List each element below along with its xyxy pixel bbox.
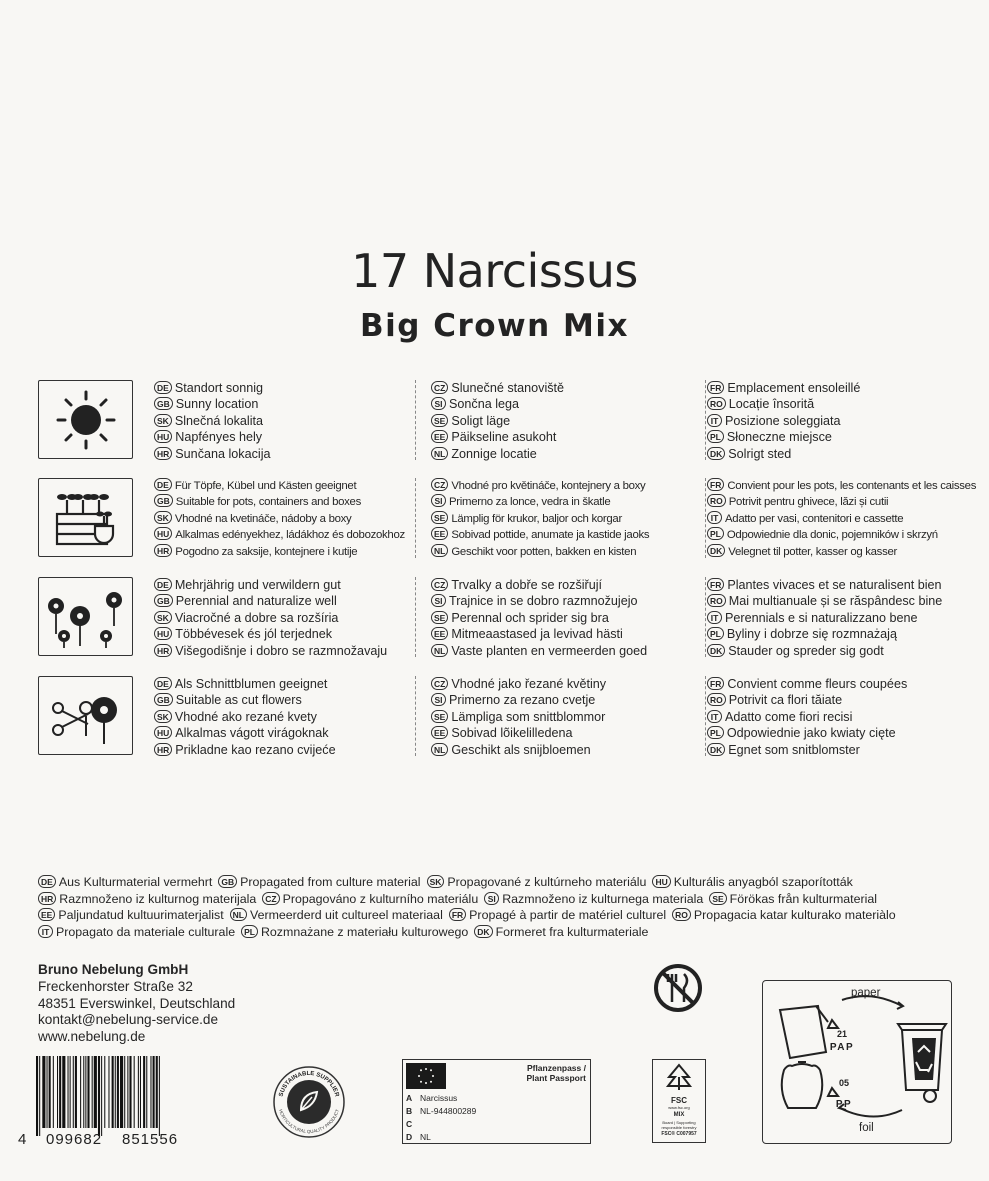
info-text: Odpowiednie jako kwiaty cięte: [726, 726, 896, 741]
language-code-badge: NL: [431, 544, 448, 557]
lang-column-2: [415, 676, 606, 756]
info-line: [431, 610, 647, 626]
info-line: [431, 478, 649, 494]
language-code-badge: DK: [707, 644, 725, 657]
info-text: Mai multianuale și se răspândesc bine: [728, 594, 943, 609]
language-code-badge: HR: [38, 892, 56, 905]
info-text: Vaste planten en vermeerden goed: [451, 643, 648, 658]
language-code-badge: FR: [707, 478, 724, 491]
foil-label: foil: [859, 1122, 874, 1134]
culture-item: [38, 925, 235, 939]
culture-item: [449, 908, 666, 922]
website: www.nebelung.de: [38, 1029, 146, 1045]
info-line: [707, 413, 860, 429]
language-code-badge: HU: [652, 875, 670, 888]
info-line: [431, 742, 606, 758]
seal-top-text: SUSTAINABLE SUPPLIER: [278, 1070, 340, 1098]
info-text: Soligt läge: [451, 413, 511, 428]
info-line: [431, 626, 647, 642]
info-line: [154, 429, 271, 445]
info-line: [431, 511, 649, 527]
info-text: Sončna lega: [449, 397, 520, 412]
language-code-badge: GB: [154, 397, 173, 410]
culture-text: Razmnoženo iz kulturnog materijala: [59, 891, 257, 906]
language-code-badge: IT: [707, 511, 722, 524]
info-row-cut-flowers: [38, 676, 978, 758]
lang-column-3: [705, 380, 860, 460]
no-food-icon: [652, 962, 704, 1014]
language-code-badge: SK: [154, 710, 172, 723]
info-line: [431, 413, 564, 429]
culture-text: Propagované z kultúrneho materiálu: [447, 875, 647, 889]
culture-text: Paljundatud kultuurimaterjalist: [58, 908, 224, 922]
info-line: [707, 692, 907, 708]
language-code-badge: IT: [707, 414, 722, 427]
language-code-badge: HU: [154, 430, 172, 443]
info-text: Perennials e si naturalizzano bene: [725, 610, 918, 625]
language-code-badge: DE: [154, 578, 172, 591]
info-text: Locație însorită: [728, 397, 815, 412]
culture-item: [38, 908, 224, 922]
info-text: Sobivad lõikelilledena: [451, 726, 573, 741]
info-line: [431, 429, 564, 445]
info-text: Egnet som snitblomster: [728, 742, 860, 757]
language-code-badge: FR: [707, 578, 724, 591]
paper-label: paper: [851, 987, 881, 999]
info-line: [154, 527, 405, 543]
info-text: Potrivit pentru ghivece, lăzi și cutii: [728, 496, 889, 509]
culture-item: [38, 892, 256, 906]
fsc-site: www.fsc.org: [668, 1105, 690, 1110]
info-line: [707, 511, 976, 527]
culture-text: Formeret fra kulturmateriale: [495, 924, 649, 939]
info-line: [707, 593, 942, 609]
language-code-badge: SK: [427, 875, 445, 888]
info-line: [707, 478, 976, 494]
lang-column-2: [415, 478, 649, 558]
culture-material-statement: [38, 874, 978, 940]
fsc-mix: MIX: [673, 1112, 685, 1118]
info-line: [707, 610, 942, 626]
language-code-badge: RO: [707, 397, 726, 410]
passport-row: A Narcissus: [406, 1093, 458, 1103]
lang-column-1: [154, 478, 405, 560]
info-text: Trajnice in se dobro razmnožujejo: [449, 594, 638, 609]
language-code-badge: EE: [431, 627, 448, 640]
info-text: Standort sonnig: [174, 381, 264, 395]
info-line: [431, 446, 564, 462]
info-line: [707, 709, 907, 725]
language-code-badge: IT: [707, 611, 722, 624]
info-text: Convient comme fleurs coupées: [727, 677, 908, 691]
culture-text: Propagé à partir de matériel culturel: [469, 908, 667, 922]
language-code-badge: EE: [431, 726, 448, 739]
recycling-info: [762, 980, 952, 1144]
info-text: Zonnige locatie: [451, 446, 537, 461]
info-line: [154, 380, 271, 396]
info-line: [431, 709, 606, 725]
language-code-badge: CZ: [262, 892, 279, 905]
lang-column-1: [154, 676, 336, 758]
info-row-planter: [38, 478, 978, 560]
info-text: Sunčana lokacija: [175, 446, 271, 461]
culture-item: [427, 875, 647, 889]
culture-text: Förökas från kulturmaterial: [729, 891, 878, 906]
fsc-desc: Board | Supporting: [662, 1120, 696, 1125]
info-text: Alkalmas edényekhez, ládákhoz és dobozokhoz: [175, 529, 405, 542]
language-code-badge: SE: [431, 710, 448, 723]
info-line: [431, 527, 649, 543]
language-code-badge: SE: [431, 414, 448, 427]
plant-passport: [402, 1059, 591, 1144]
language-code-badge: PL: [707, 527, 724, 540]
perennial-flowers-icon: [38, 577, 133, 656]
info-line: [154, 643, 387, 659]
info-line: [154, 577, 387, 593]
info-line: [707, 494, 976, 510]
culture-text: Propagováno z kulturního materiálu: [282, 891, 479, 906]
language-code-badge: SK: [154, 511, 172, 524]
info-line: [707, 396, 860, 412]
language-code-badge: CZ: [431, 677, 448, 690]
pap-number: 21: [836, 1029, 848, 1039]
lang-column-2: [415, 380, 564, 460]
passport-row: B NL-944800289: [406, 1106, 477, 1116]
language-code-badge: DE: [154, 478, 172, 491]
company-name: Bruno Nebelung GmbH: [38, 962, 189, 977]
info-text: Convient pour les pots, les contenants et les caisses: [727, 480, 977, 492]
info-text: Suitable for pots, containers and boxes: [175, 496, 361, 509]
info-line: [707, 544, 976, 560]
culture-line: [38, 924, 978, 941]
info-text: Többévesek és jól terjednek: [175, 627, 333, 642]
info-line: [707, 676, 907, 692]
language-code-badge: PL: [707, 726, 724, 739]
info-line: [707, 429, 860, 445]
lang-column-2: [415, 577, 647, 657]
lang-column-1: [154, 380, 271, 462]
info-text: Päikseline asukoht: [451, 430, 557, 445]
lang-column-1: [154, 577, 387, 659]
info-line: [707, 446, 860, 462]
info-text: Višegodišnje i dobro se razmnožavaju: [175, 643, 388, 658]
info-line: [154, 626, 387, 642]
language-code-badge: DE: [154, 677, 172, 690]
language-code-badge: SI: [431, 397, 446, 410]
language-code-badge: SE: [431, 511, 448, 524]
product-title: 17 Narcissus: [351, 244, 638, 298]
language-code-badge: HR: [154, 743, 172, 756]
culture-text: Razmnoženo iz kulturnega materiala: [502, 891, 704, 906]
fsc-name: FSC: [671, 1096, 687, 1105]
info-text: Lämpliga som snittblommor: [451, 709, 606, 724]
language-code-badge: PL: [707, 627, 724, 640]
info-line: [154, 478, 405, 494]
language-code-badge: HR: [154, 447, 172, 460]
info-line: [431, 494, 649, 510]
info-text: Velegnet til potter, kasser og kasser: [728, 545, 898, 558]
culture-item: [484, 892, 703, 906]
info-text: Trvalky a dobře se rozšiřují: [451, 578, 603, 592]
language-code-badge: FR: [449, 908, 466, 921]
info-row-sun: [38, 380, 978, 462]
info-text: Adatto per vasi, contenitori e cassette: [725, 512, 904, 525]
info-text: Słoneczne miejsce: [726, 430, 832, 445]
language-code-badge: SE: [709, 892, 726, 905]
language-code-badge: HR: [154, 644, 172, 657]
barcode-digits-left: 099682: [46, 1131, 103, 1148]
info-text: Perennal och sprider sig bra: [451, 610, 609, 625]
language-code-badge: PL: [241, 925, 258, 938]
fsc-desc: responsible forestry: [661, 1125, 697, 1130]
info-line: [154, 610, 387, 626]
lang-column-3: [705, 577, 942, 657]
info-text: Perennial and naturalize well: [175, 594, 337, 609]
language-code-badge: RO: [707, 494, 726, 507]
language-code-badge: NL: [431, 447, 448, 460]
info-text: Vhodné pro květináče, kontejnery a boxy: [451, 480, 646, 492]
info-line: [154, 544, 405, 560]
sustainable-supplier-seal: [272, 1065, 346, 1139]
language-code-badge: SE: [431, 611, 448, 624]
info-line: [431, 692, 606, 708]
info-line: [707, 725, 907, 741]
info-text: Adatto come fiori recisi: [725, 709, 853, 724]
language-code-badge: SI: [484, 892, 499, 905]
language-code-badge: GB: [154, 494, 173, 507]
recycling-graphic: [762, 980, 952, 1144]
culture-item: [652, 875, 852, 889]
info-text: Suitable as cut flowers: [175, 693, 302, 708]
planter-box-icon: [38, 478, 133, 557]
email: kontakt@nebelung-service.de: [38, 1012, 219, 1028]
language-code-badge: GB: [218, 875, 237, 888]
language-code-badge: CZ: [431, 478, 448, 491]
info-text: Alkalmas vágott virágoknak: [175, 726, 329, 741]
language-code-badge: GB: [154, 693, 173, 706]
passport-row: D NL: [406, 1132, 431, 1142]
fsc-code: FSC® C007957: [661, 1131, 697, 1137]
language-code-badge: HU: [154, 627, 172, 640]
language-code-badge: RO: [707, 693, 726, 706]
info-line: [431, 577, 647, 593]
info-text: Sunny location: [175, 397, 259, 412]
language-code-badge: NL: [431, 644, 448, 657]
info-line: [154, 742, 336, 758]
culture-text: Aus Kulturmaterial vermehrt: [58, 875, 213, 889]
info-line: [707, 742, 907, 758]
info-text: Slnečná lokalita: [174, 413, 264, 428]
info-text: Napfényes hely: [175, 430, 263, 445]
passport-title: Pflanzenpass / Plant Passport: [526, 1063, 586, 1083]
barcode-digit-first: 4: [18, 1131, 27, 1148]
language-code-badge: RO: [672, 908, 691, 921]
info-text: Plantes vivaces et se naturalisent bien: [727, 578, 942, 592]
info-row-perennial: [38, 577, 978, 659]
culture-item: [262, 892, 478, 906]
info-line: [154, 413, 271, 429]
info-line: [431, 396, 564, 412]
language-code-badge: DK: [707, 544, 725, 557]
info-text: Pogodno za saksije, kontejnere i kutije: [175, 545, 358, 558]
info-text: Lämplig för krukor, baljor och korgar: [451, 512, 622, 525]
sun-icon: [38, 380, 133, 459]
info-line: [154, 511, 405, 527]
culture-item: [672, 908, 896, 922]
language-code-badge: SI: [431, 693, 446, 706]
info-text: Potrivit ca flori tăiate: [728, 693, 843, 708]
culture-line: [38, 874, 978, 891]
language-code-badge: SI: [431, 494, 446, 507]
street: Freckenhorster Straße 32: [38, 978, 193, 994]
culture-text: Propagated from culture material: [240, 875, 421, 889]
language-code-badge: SI: [431, 594, 446, 607]
city: 48351 Everswinkel, Deutschland: [38, 995, 236, 1011]
language-code-badge: DK: [707, 447, 725, 460]
info-text: Mehrjährig und verwildern gut: [174, 578, 341, 592]
info-text: Slunečné stanoviště: [451, 381, 565, 395]
info-line: [154, 725, 336, 741]
culture-item: [709, 892, 877, 906]
info-line: [154, 593, 387, 609]
language-code-badge: NL: [230, 908, 247, 921]
pap-code: PAP: [829, 1042, 855, 1053]
info-text: Als Schnittblumen geeignet: [174, 677, 328, 691]
language-code-badge: HR: [154, 544, 172, 557]
info-line: [431, 544, 649, 560]
language-code-badge: GB: [154, 594, 173, 607]
culture-item: [474, 925, 648, 939]
info-text: Geschikt voor potten, bakken en kisten: [451, 545, 637, 558]
info-line: [431, 725, 606, 741]
culture-text: Kulturális anyagból szaporították: [673, 875, 853, 889]
product-subtitle: Big Crown Mix: [359, 308, 630, 344]
culture-text: Rozmnażane z materiału kulturowego: [260, 924, 469, 939]
language-code-badge: DE: [154, 381, 172, 394]
language-code-badge: IT: [707, 710, 722, 723]
eu-flag-icon: [406, 1063, 446, 1089]
culture-line: [38, 907, 978, 924]
info-text: Primerno za lonce, vedra in škatle: [449, 496, 611, 509]
culture-text: Vermeerderd uit cultureel materiaal: [249, 908, 443, 922]
info-text: Solrigt sted: [728, 446, 792, 461]
language-code-badge: CZ: [431, 381, 448, 394]
info-line: [707, 527, 976, 543]
culture-item: [241, 925, 468, 939]
info-line: [707, 643, 942, 659]
info-text: Prikladne kao rezano cvijeće: [175, 742, 336, 757]
lang-column-3: [705, 478, 976, 558]
culture-text: Propagacia katar kulturako materiàlo: [693, 908, 896, 922]
info-line: [431, 676, 606, 692]
language-code-badge: FR: [707, 381, 724, 394]
info-line: [431, 380, 564, 396]
info-line: [154, 396, 271, 412]
culture-item: [218, 875, 420, 889]
info-text: Emplacement ensoleillé: [727, 381, 861, 395]
barcode-digits-right: 851556: [122, 1131, 179, 1148]
info-line: [154, 676, 336, 692]
language-code-badge: EE: [431, 430, 448, 443]
info-line: [154, 494, 405, 510]
culture-line: [38, 891, 978, 908]
fsc-tree-icon: [664, 1063, 694, 1091]
language-code-badge: IT: [38, 925, 53, 938]
culture-text: Propagato da materiale culturale: [56, 924, 236, 939]
info-text: Odpowiednie dla donic, pojemników i skrzyń: [726, 529, 938, 542]
info-text: Geschikt als snijbloemen: [451, 742, 591, 757]
lang-column-3: [705, 676, 907, 756]
info-line: [707, 577, 942, 593]
info-line: [431, 593, 647, 609]
language-code-badge: PL: [707, 430, 724, 443]
info-text: Vhodné na kvetináče, nádoby a boxy: [174, 512, 352, 525]
language-code-badge: SK: [154, 414, 172, 427]
info-text: Primerno za rezano cvetje: [449, 693, 596, 708]
language-code-badge: EE: [38, 908, 55, 921]
cut-flowers-icon: [38, 676, 133, 755]
info-line: [431, 643, 647, 659]
info-text: Stauder og spreder sig godt: [728, 643, 884, 658]
info-text: Vhodné ako rezané kvety: [174, 709, 317, 724]
info-text: Viacročné a dobre sa rozšíria: [174, 610, 339, 625]
info-text: Für Töpfe, Kübel und Kästen geeignet: [174, 480, 357, 492]
language-code-badge: DK: [707, 743, 725, 756]
language-code-badge: CZ: [431, 578, 448, 591]
language-code-badge: DK: [474, 925, 492, 938]
info-line: [707, 380, 860, 396]
info-line: [154, 446, 271, 462]
info-text: Byliny i dobrze się rozmnażają: [726, 627, 897, 642]
fsc-label: [652, 1059, 706, 1143]
passport-row: C: [406, 1119, 413, 1129]
info-line: [154, 692, 336, 708]
language-code-badge: DE: [38, 875, 56, 888]
info-text: Mitmeaastased ja levivad hästi: [451, 627, 623, 642]
barcode: [18, 1056, 198, 1148]
language-code-badge: HU: [154, 726, 172, 739]
seal-bottom-text: HORTICULTURAL QUALITY PRODUCT: [278, 1108, 340, 1135]
culture-item: [38, 875, 212, 889]
language-code-badge: RO: [707, 594, 726, 607]
language-code-badge: SK: [154, 611, 172, 624]
language-code-badge: HU: [154, 527, 172, 540]
pp-code: PP: [835, 1099, 853, 1110]
company-address: [38, 962, 235, 1046]
info-line: [707, 626, 942, 642]
info-text: Sobivad pottide, anumate ja kastide jaoks: [451, 529, 650, 542]
info-text: Vhodné jako řezané květiny: [451, 677, 607, 691]
info-text: Posizione soleggiata: [725, 413, 841, 428]
language-code-badge: FR: [707, 677, 724, 690]
pp-number: 05: [838, 1078, 850, 1088]
language-code-badge: NL: [431, 743, 448, 756]
info-line: [154, 709, 336, 725]
language-code-badge: EE: [431, 527, 448, 540]
culture-item: [230, 908, 443, 922]
